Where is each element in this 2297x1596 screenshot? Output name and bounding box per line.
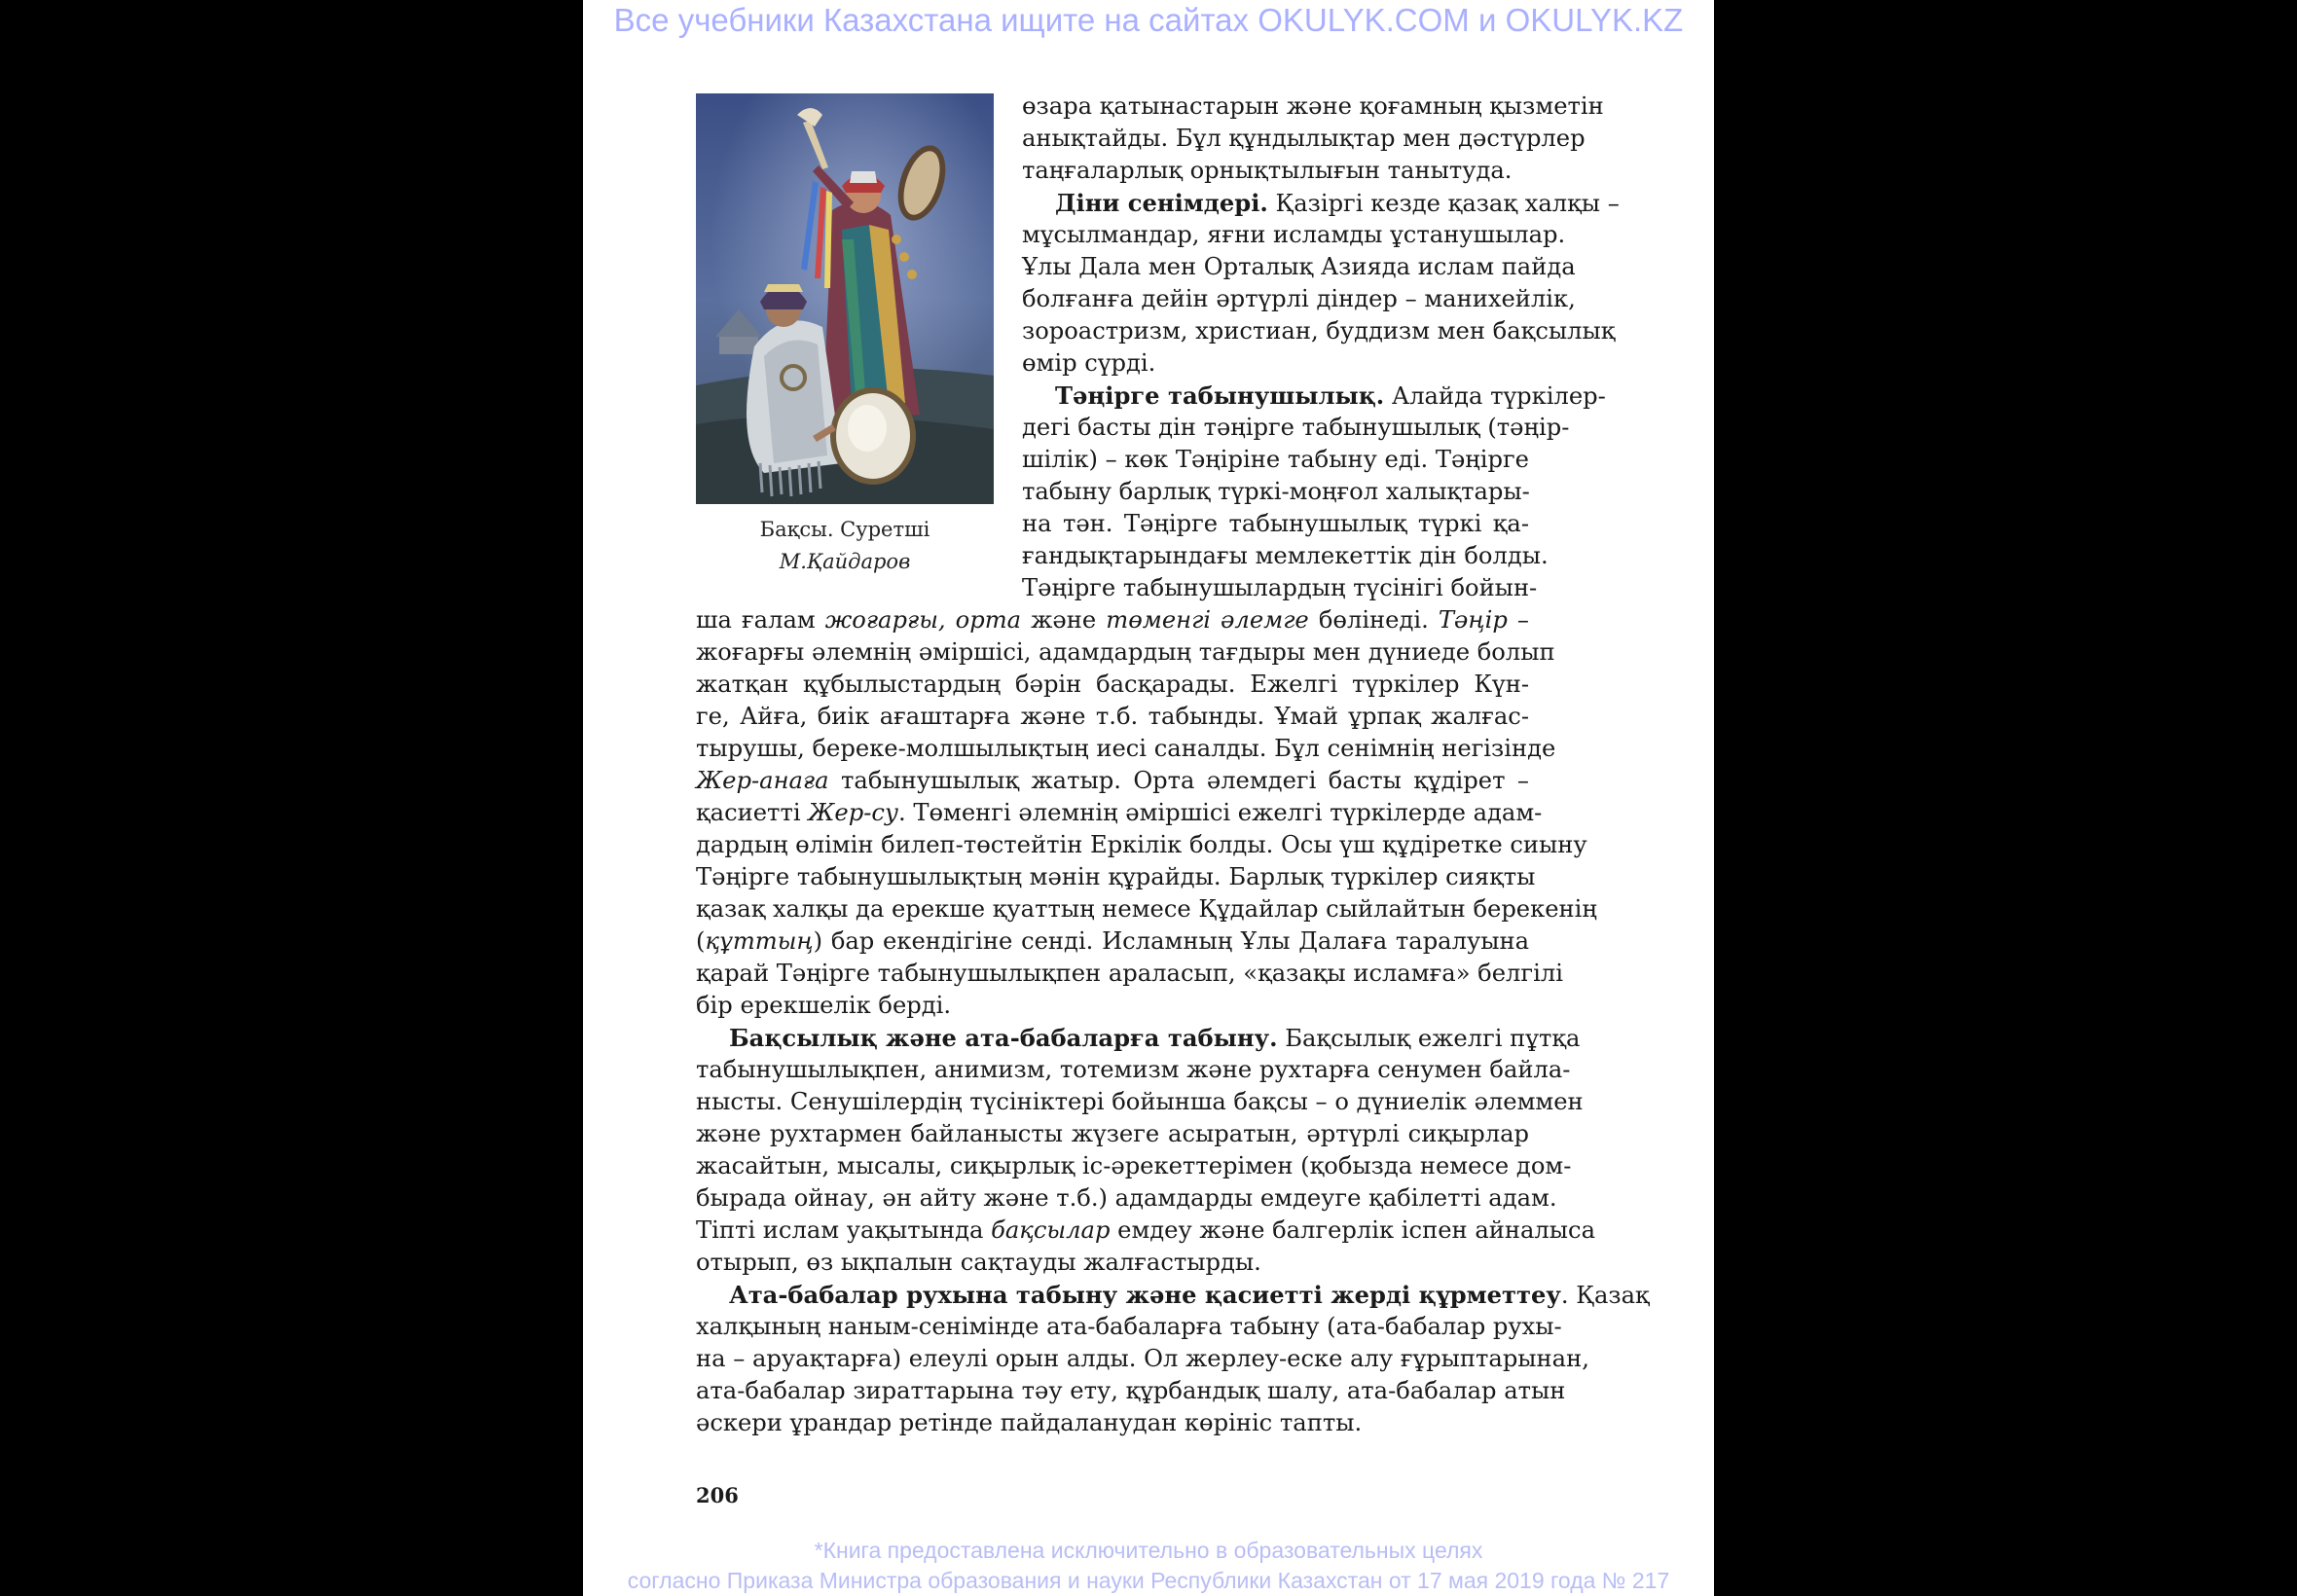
text-line: (құттың) бар екендігіне сенді. Исламның Ұлы Далаға таралуына [696,927,1529,955]
page-number: 206 [696,1483,739,1507]
text-line: ге, Айға, биік ағаштарға және т.б. табынды. Ұмай ұрпақ жалғас- [696,703,1529,730]
heading-ancestor-worship: Ата-бабалар рухына табыну және қасиетті жерді құрметтеу [729,1281,1561,1309]
text-line: әскери ұрандар ретінде пайдаланудан көрініс тапты. [696,1409,1363,1436]
text-line: және рухтармен байланысты жүзеге асыратын, әртүрлі сиқырлар [696,1120,1529,1147]
text-line: ғандықтарындағы мемлекеттік дін болды. [1022,542,1549,569]
figure-caption [696,514,994,578]
text-line: таңғаларлық орнықтылығын танытуда. [1022,157,1513,184]
text-line: Ұлы Дала мен Орталық Азияда ислам пайда [1022,253,1576,280]
text-line: жатқан құбылыстардың бәрін басқарады. Ежелгі түркілер Күн- [696,671,1529,698]
text-line: Діни сенімдері. Қазіргі кезде қазақ халқы – [1055,189,1620,217]
watermark-top: Все учебники Казахстана ищите на сайтах OKULYK.COM и OKULYK.KZ [613,2,1684,38]
heading-religious-beliefs: Діни сенімдері. [1055,189,1268,217]
text-line: Бақсылық және ата-бабаларға табыну. Бақсылық ежелгі пұтқа [729,1024,1581,1052]
text-line: Тәңірге табынушылықтың мәнін құрайды. Барлық түркілер сияқты [696,863,1536,890]
text-line: қарай Тәңірге табынушылықпен араласып, «қазақы исламға» белгілі [696,960,1563,987]
textbook-page [583,0,1714,1596]
text-line: өмір сүрді. [1022,349,1156,377]
text-line: халқының наным-сенімінде ата-бабаларға табыну (ата-бабалар рухы- [696,1313,1562,1340]
text-line: қасиетті Жер-су. Төменгі әлемнің әміршісі ежелгі түркілерде адам- [696,799,1543,826]
text-line: ша ғалам жоғарғы, орта және төменгі әлемге бөлінеді. Тәңір – [696,606,1529,634]
text-line: қазақ халқы да ерекше қуаттың немесе Құдайлар сыйлайтын берекенің [696,895,1597,923]
text-line: нысты. Сенушілердің түсініктері бойынша бақсы – о дүниелік әлеммен [696,1088,1584,1115]
text-line: мұсылмандар, яғни исламды ұстанушылар. [1022,221,1566,248]
text-line: тырушы, береке-молшылықтың иесі саналды. Бұл сенімнің негізінде [696,735,1556,762]
text-line: бір ерекшелік берді. [696,992,952,1019]
text-line: бырада ойнау, ән айту және т.б.) адамдарды емдеуге қабілетті адам. [696,1184,1557,1212]
text-line: жасайтын, мысалы, сиқырлық іс-әрекеттерімен (қобызда немесе дом- [696,1152,1572,1179]
text-line: зороастризм, христиан, буддизм мен бақсылық [1022,317,1616,345]
heading-shamanism: Бақсылық және ата-бабаларға табыну. [729,1024,1278,1052]
caption-author-line: Бақсы. Суретші [759,518,930,541]
watermark-bottom-line1: *Книга предоставлена исключительно в образовательных целях [814,1538,1483,1563]
text-line: ата-бабалар зираттарына тәу ету, құрбандық шалу, ата-бабалар атын [696,1377,1566,1404]
text-line: шілік) – көк Тәңіріне табыну еді. Тәңірге [1022,446,1529,473]
text-line: на тән. Тәңірге табынушылық түркі қа- [1022,510,1529,537]
text-line: на – аруақтарға) елеулі орын алды. Ол жерлеу-еске алу ғұрыптарынан, [696,1345,1589,1372]
text-line: Тіпті ислам уақытында бақсылар емдеу және балгерлік іспен айналыса [696,1216,1595,1244]
text-line: өзара қатынастарын және қоғамның қызметін [1022,92,1604,120]
text-line: жоғарғы әлемнің әміршісі, адамдардың тағдыры мен дүниеде болып [696,638,1555,666]
text-line: Тәңірге табынушылық. Алайда түркілер- [1055,381,1606,410]
text-line: дегі басты дін тәңірге табынушылық (тәңір- [1022,414,1570,441]
text-line: табыну барлық түркі-моңғол халықтары- [1022,478,1530,505]
text-line: табынушылықпен, анимизм, тотемизм және рухтарға сенумен байла- [696,1056,1571,1083]
heading-tengrism: Тәңірге табынушылық. [1055,381,1385,410]
text-line: отырып, өз ықпалын сақтауды жалғастырды. [696,1249,1261,1276]
text-line: Тәңірге табынушылардың түсінігі бойын- [1022,574,1538,601]
text-line: Жер-анаға табынушылық жатыр. Орта әлемдегі басты құдірет – [696,767,1529,794]
watermark-bottom-line2: согласно Приказа Министра образования и науки Республики Казахстан от 17 мая 2019 года № 217 [627,1568,1670,1593]
text-line: дардың өлімін билеп-төстейтін Еркілік болды. Осы үш құдіретке сиыну [696,831,1587,858]
shaman-painting [696,93,994,504]
caption-artist-name: М.Қайдаров [779,550,911,573]
text-line: болғанға дейін әртүрлі діндер – манихейлік, [1022,285,1576,312]
text-line: анықтайды. Бұл құндылықтар мен дәстүрлер [1022,125,1586,152]
text-line: Ата-бабалар рухына табыну және қасиетті жерді құрметтеу. Қазақ [729,1281,1650,1309]
